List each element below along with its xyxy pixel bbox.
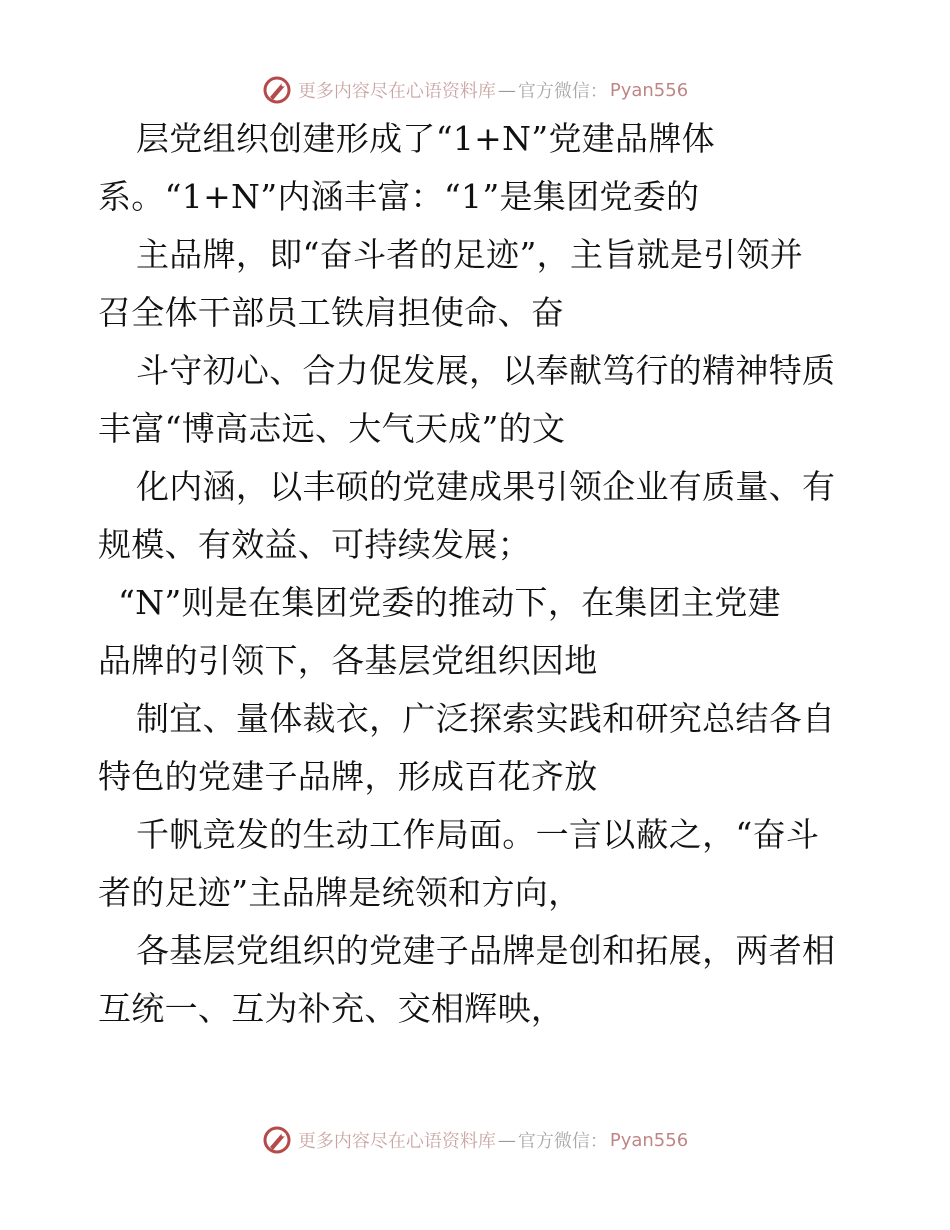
body-line: 特色的党建子品牌，形成百花齐放 xyxy=(98,757,598,796)
watermark-brand: 更多内容尽在心语资料库 xyxy=(297,81,496,102)
body-line: 规模、有效益、可持续发展； xyxy=(98,525,531,564)
watermark-wechat-id: Pyan556 xyxy=(609,79,689,101)
body-line: 者的足迹”主品牌是统领和方向， xyxy=(98,873,582,912)
body-line: 千帆竞发的生动工作局面。一言以蔽之，“奋斗 xyxy=(136,815,820,854)
body-line: 主品牌，即“奋斗者的足迹”，主旨就是引领并 xyxy=(136,235,804,274)
body-line: 斗守初心、合力促发展，以奉献笃行的精神特质 xyxy=(136,351,836,390)
body-line: “N”则是在集团党委的推动下，在集团主党建 xyxy=(118,583,781,622)
document-body xyxy=(98,119,858,1050)
body-line: 制宜、量体裁衣，广泛探索实践和研究总结各自 xyxy=(136,699,836,738)
body-line: 层党组织创建形成了“1+N”党建品牌体 xyxy=(136,119,715,158)
body-line: 召全体干部员工铁肩担使命、奋 xyxy=(98,293,565,332)
body-line: 系。“1+N”内涵丰富：“1”是集团党委的 xyxy=(98,177,700,216)
body-line: 各基层党组织的党建子品牌是创和拓展，两者相 xyxy=(136,931,836,970)
body-line: 丰富“博高志远、大气天成”的文 xyxy=(98,409,566,448)
watermark-header xyxy=(0,72,950,108)
body-line: 品牌的引领下，各基层党组织因地 xyxy=(98,641,598,680)
watermark-separator: — xyxy=(497,79,516,101)
pen-nib-circle-icon xyxy=(262,1125,292,1155)
watermark-contact-label: 官方微信： xyxy=(517,1131,608,1152)
pen-nib-circle-icon xyxy=(262,75,292,105)
watermark-wechat-id: Pyan556 xyxy=(609,1129,689,1151)
body-line: 化内涵，以丰硕的党建成果引领企业有质量、有 xyxy=(136,467,836,506)
watermark-separator: — xyxy=(497,1129,516,1151)
watermark-brand: 更多内容尽在心语资料库 xyxy=(297,1131,496,1152)
watermark-contact-label: 官方微信： xyxy=(517,81,608,102)
body-line: 互统一、互为补充、交相辉映， xyxy=(98,989,565,1028)
watermark-footer xyxy=(0,1122,950,1158)
